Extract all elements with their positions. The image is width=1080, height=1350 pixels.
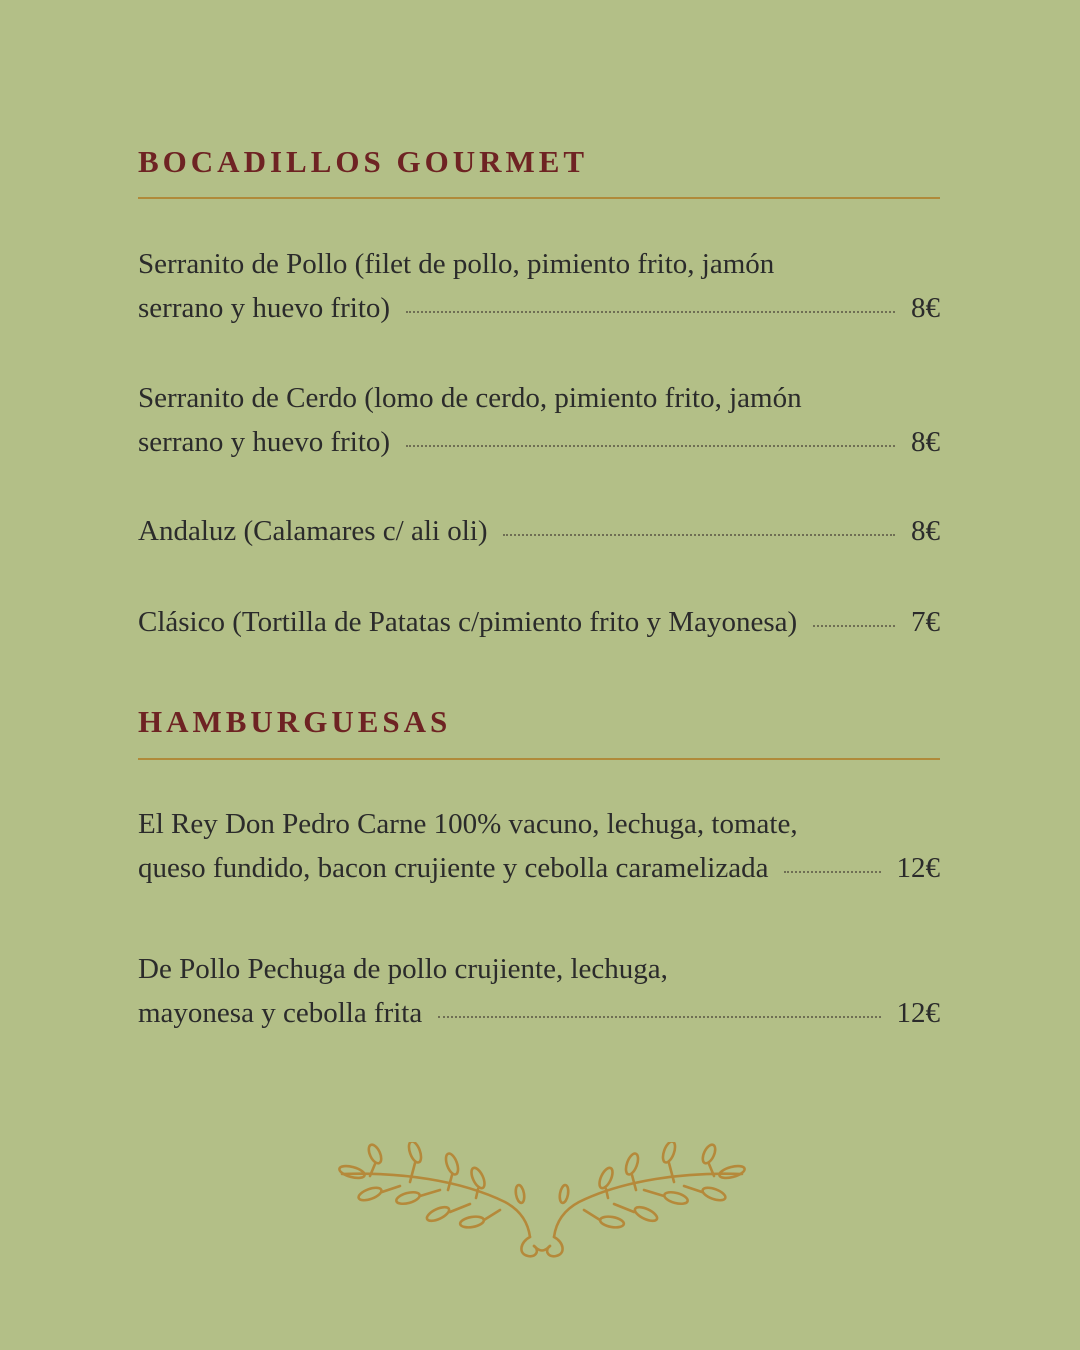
item-price: 12€ [896, 852, 940, 884]
section-divider [138, 758, 940, 760]
section-divider [138, 197, 940, 199]
item-description: Clásico (Tortilla de Patatas c/pimiento frito y Mayonesa) [138, 606, 798, 638]
item-description: Serranito de Pollo (filet de pollo, pimiento frito, jamón [138, 248, 775, 280]
item-description: El Rey Don Pedro Carne 100% vacuno, lechuga, tomate, [138, 808, 798, 840]
menu-item-serranito-pollo [138, 242, 940, 330]
section-title-hamburguesas: HAMBURGUESAS [138, 704, 452, 739]
dot-leader [406, 445, 895, 447]
dot-leader [406, 311, 895, 313]
menu-item-rey-don-pedro [138, 802, 940, 890]
dot-leader [503, 534, 895, 536]
item-price: 8€ [911, 292, 940, 324]
menu-item-clasico [138, 600, 940, 644]
item-description: De Pollo Pechuga de pollo crujiente, lechuga, [138, 953, 668, 985]
menu-item-serranito-cerdo [138, 376, 940, 464]
dot-leader [813, 625, 895, 627]
dot-leader [784, 871, 880, 873]
item-price: 7€ [911, 606, 940, 638]
section-title-bocadillos: BOCADILLOS GOURMET [138, 144, 589, 179]
menu-item-de-pollo [138, 947, 940, 1035]
item-description: mayonesa y cebolla frita [138, 997, 423, 1029]
item-description: serrano y huevo frito) [138, 426, 391, 458]
dot-leader [438, 1016, 880, 1018]
item-price: 12€ [896, 997, 940, 1029]
menu-item-andaluz [138, 509, 940, 553]
item-description: serrano y huevo frito) [138, 292, 391, 324]
item-description: Serranito de Cerdo (lomo de cerdo, pimiento frito, jamón [138, 382, 802, 414]
item-price: 8€ [911, 515, 940, 547]
item-price: 8€ [911, 426, 940, 458]
laurel-branch-ornament-icon [330, 1142, 754, 1262]
item-description: queso fundido, bacon crujiente y cebolla caramelizada [138, 852, 769, 884]
item-description: Andaluz (Calamares c/ ali oli) [138, 515, 488, 547]
